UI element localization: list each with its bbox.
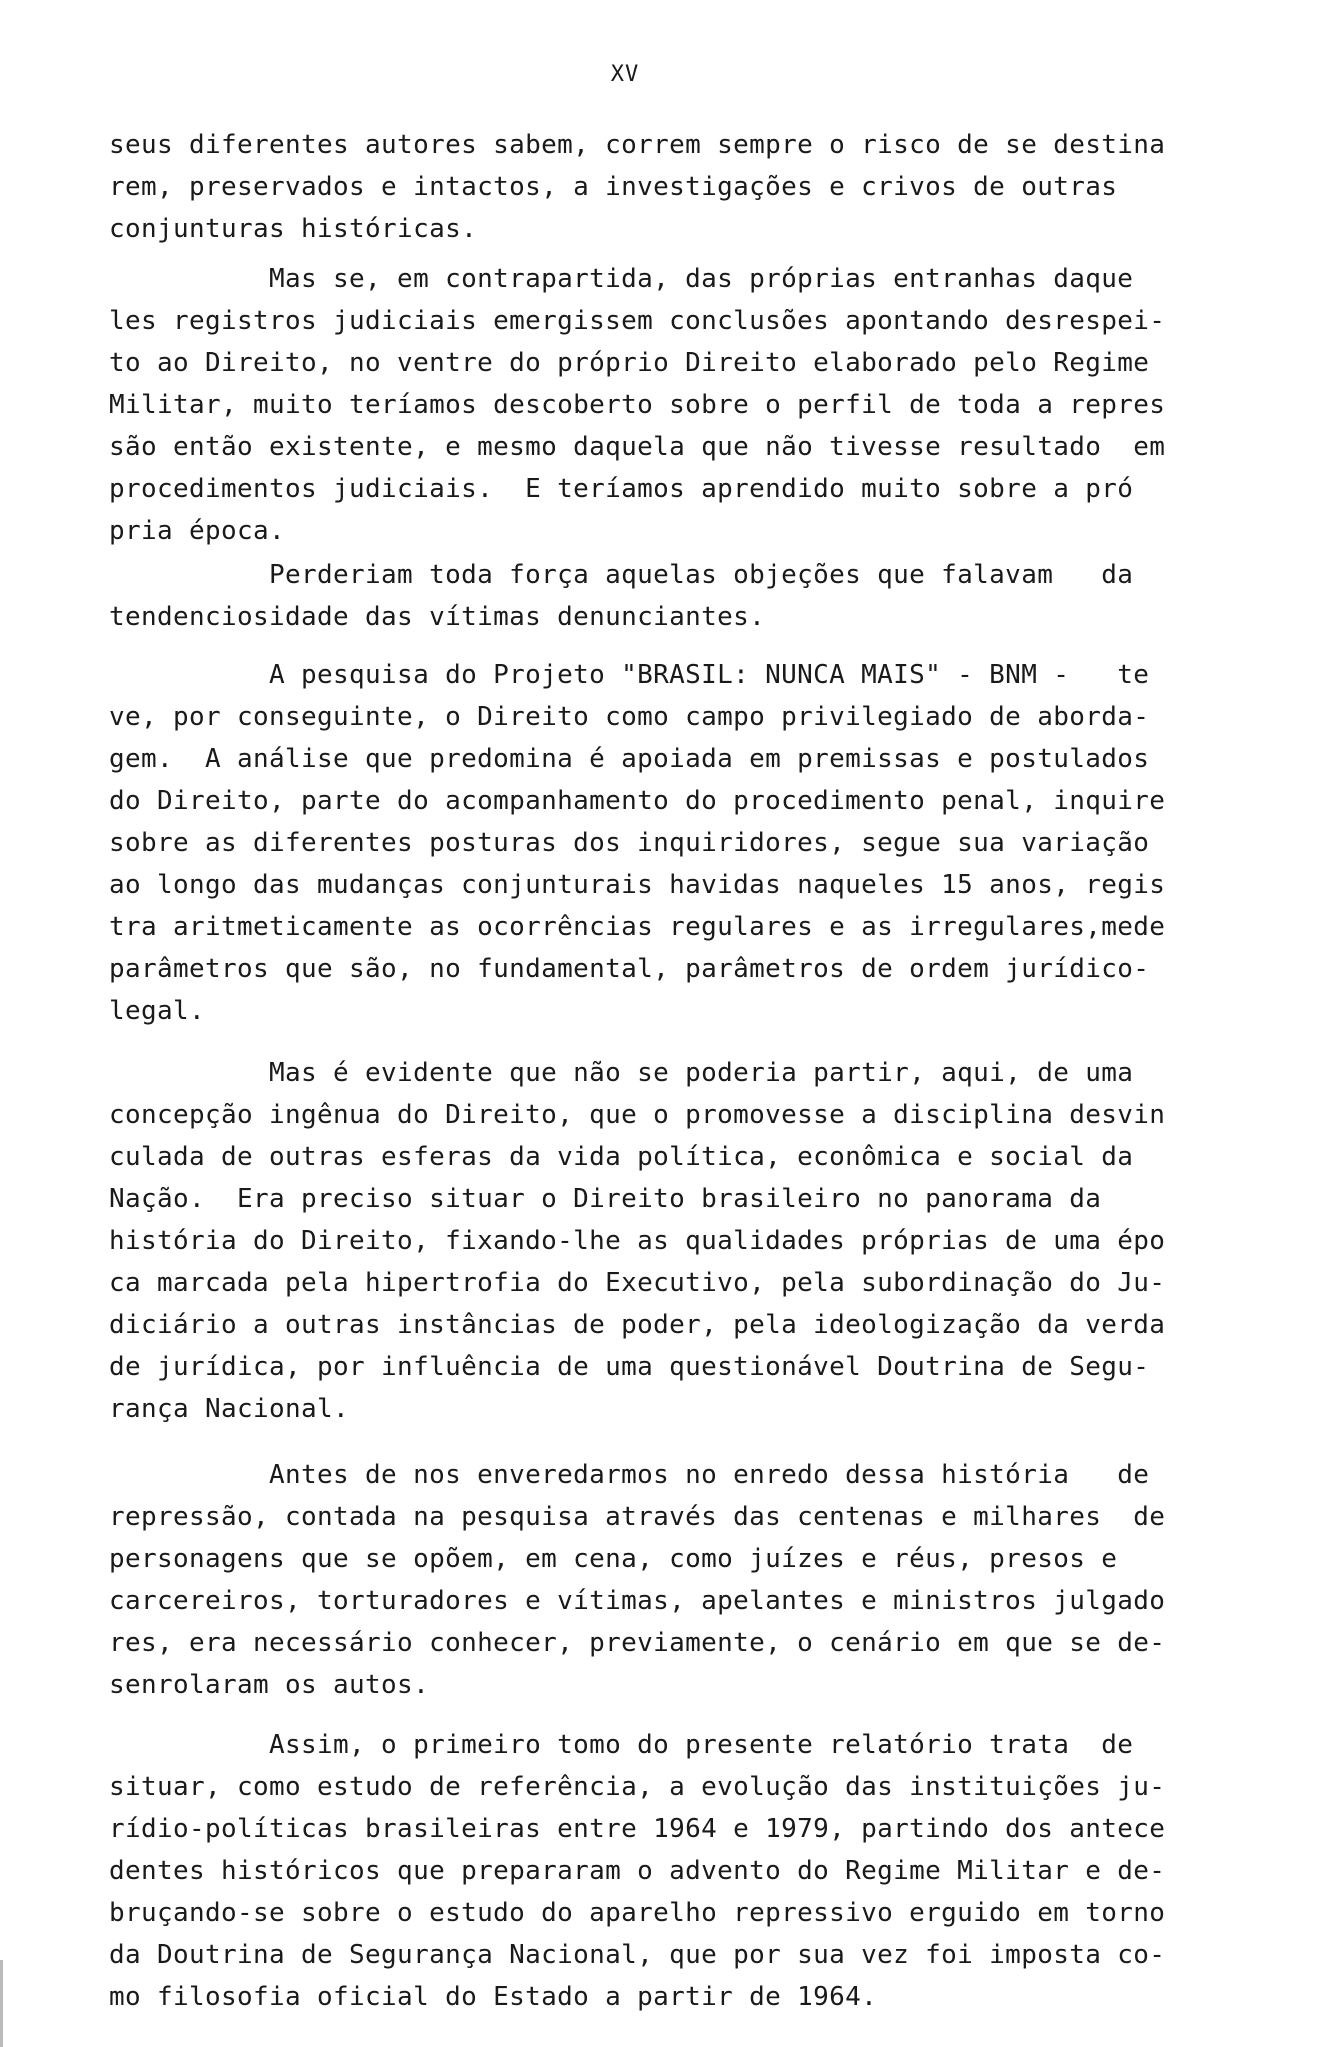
page-number: XV — [610, 62, 640, 87]
text-line: ca marcada pela hipertrofia do Executivo, pela subordinação do Ju- — [109, 1268, 1166, 1298]
text-line: A pesquisa do Projeto "BRASIL: NUNCA MAIS" - BNM - te — [109, 660, 1150, 690]
text-line: les registros judiciais emergissem conclusões apontando desrespei- — [109, 306, 1166, 336]
text-line: tendenciosidade das vítimas denunciantes. — [109, 602, 766, 632]
text-line: Militar, muito teríamos descoberto sobre o perfil de toda a repres — [109, 390, 1166, 420]
text-line: res, era necessário conhecer, previamente, o cenário em que se de- — [109, 1628, 1166, 1658]
text-line: parâmetros que são, no fundamental, parâmetros de ordem jurídico- — [109, 954, 1150, 984]
text-line: rídio-políticas brasileiras entre 1964 e 1979, partindo dos antece — [109, 1814, 1166, 1844]
text-line: diciário a outras instâncias de poder, pela ideologização da verda — [109, 1310, 1166, 1340]
text-line: ao longo das mudanças conjunturais havidas naqueles 15 anos, regis — [109, 870, 1166, 900]
text-line: gem. A análise que predomina é apoiada em premissas e postulados — [109, 744, 1150, 774]
text-line: do Direito, parte do acompanhamento do procedimento penal, inquire — [109, 786, 1166, 816]
text-line: Antes de nos enveredarmos no enredo dessa história de — [109, 1460, 1150, 1490]
paragraph-6 — [109, 1454, 1259, 1706]
text-line: seus diferentes autores sabem, correm sempre o risco de se destina — [109, 130, 1166, 160]
text-line: dentes históricos que prepararam o advento do Regime Militar e de- — [109, 1856, 1166, 1886]
text-line: bruçando-se sobre o estudo do aparelho repressivo erguido em torno — [109, 1898, 1166, 1928]
scan-edge-mark — [0, 1960, 3, 2047]
text-line: conjunturas históricas. — [109, 214, 478, 244]
text-line: tra aritmeticamente as ocorrências regulares e as irregulares,mede — [109, 912, 1166, 942]
text-line: personagens que se opõem, em cena, como juízes e réus, presos e — [109, 1544, 1118, 1574]
text-line: mo filosofia oficial do Estado a partir de 1964. — [109, 1982, 878, 2012]
text-line: Mas se, em contrapartida, das próprias entranhas daque — [109, 264, 1134, 294]
text-line: concepção ingênua do Direito, que o promovesse a disciplina desvin — [109, 1100, 1166, 1130]
text-line: história do Direito, fixando-lhe as qualidades próprias de uma épo — [109, 1226, 1166, 1256]
text-line: legal. — [109, 996, 206, 1026]
text-line: Nação. Era preciso situar o Direito brasileiro no panorama da — [109, 1184, 1102, 1214]
text-line: Perderiam toda força aquelas objeções que falavam da — [109, 560, 1134, 590]
text-line: de jurídica, por influência de uma questionável Doutrina de Segu- — [109, 1352, 1150, 1382]
text-line: Mas é evidente que não se poderia partir, aqui, de uma — [109, 1058, 1134, 1088]
paragraph-7 — [109, 1724, 1259, 2018]
paragraph-2 — [109, 258, 1259, 552]
text-line: pria época. — [109, 516, 286, 546]
text-line: ve, por conseguinte, o Direito como campo privilegiado de aborda- — [109, 702, 1150, 732]
text-line: sobre as diferentes posturas dos inquiridores, segue sua variação — [109, 828, 1150, 858]
text-line: rança Nacional. — [109, 1394, 350, 1424]
text-line: carcereiros, torturadores e vítimas, apelantes e ministros julgado — [109, 1586, 1166, 1616]
paragraph-4 — [109, 654, 1259, 1032]
text-line: culada de outras esferas da vida política, econômica e social da — [109, 1142, 1134, 1172]
text-line: repressão, contada na pesquisa através das centenas e milhares de — [109, 1502, 1166, 1532]
text-line: são então existente, e mesmo daquela que não tivesse resultado em — [109, 432, 1166, 462]
text-line: to ao Direito, no ventre do próprio Direito elaborado pelo Regime — [109, 348, 1150, 378]
text-line: senrolaram os autos. — [109, 1670, 430, 1700]
text-line: rem, preservados e intactos, a investigações e crivos de outras — [109, 172, 1118, 202]
paragraph-1 — [109, 124, 1259, 250]
paragraph-5 — [109, 1052, 1259, 1430]
text-line: procedimentos judiciais. E teríamos aprendido muito sobre a pró — [109, 474, 1134, 504]
text-line: situar, como estudo de referência, a evolução das instituições ju- — [109, 1772, 1166, 1802]
text-line: da Doutrina de Segurança Nacional, que por sua vez foi imposta co- — [109, 1940, 1166, 1970]
paragraph-3 — [109, 554, 1259, 638]
text-line: Assim, o primeiro tomo do presente relatório trata de — [109, 1730, 1134, 1760]
